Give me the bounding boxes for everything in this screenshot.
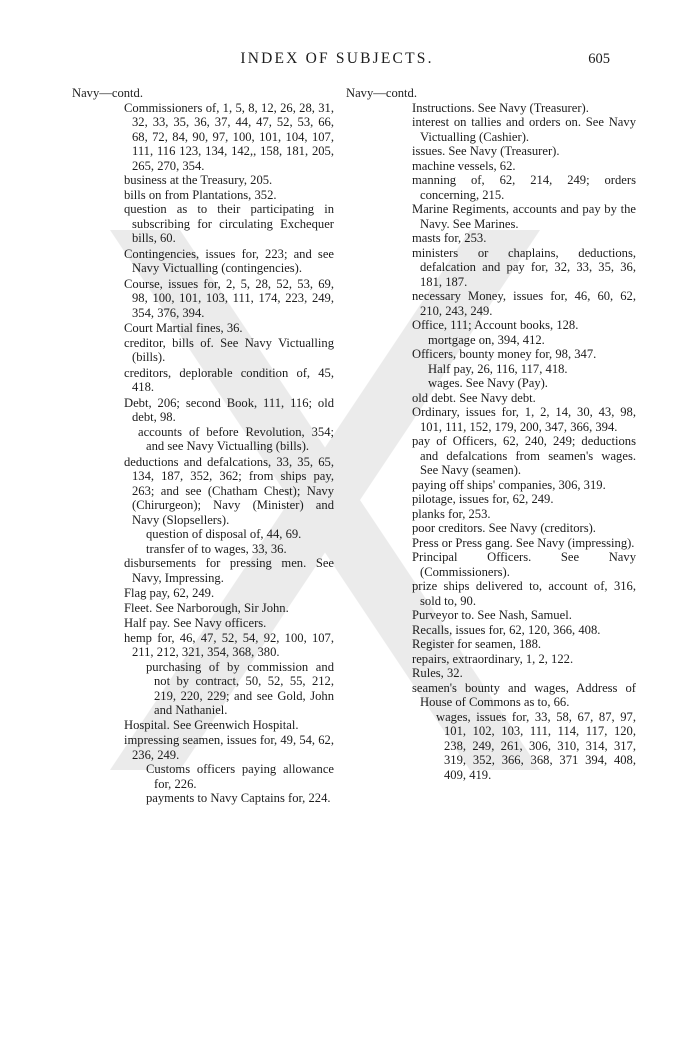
index-entry: masts for, 253.: [412, 231, 487, 245]
index-entry: Register for seamen, 188.: [412, 637, 542, 651]
index-entry: repairs, extraordinary, 1, 2, 122.: [412, 651, 574, 666]
index-entry: transfer of to wages, 33, 36.: [146, 541, 287, 556]
right-column-heading: Navy—contd.: [346, 86, 417, 100]
index-entry: Officers, bounty money for, 98, 347.: [412, 347, 597, 361]
index-entry: Principal Officers. See Navy (Commissioners).: [412, 550, 636, 579]
index-entry: Purveyor to. See Nash, Samuel.: [412, 608, 572, 622]
index-entry: disbursements for pressing men. See Navy, Impressing.: [124, 556, 334, 585]
index-entry: wages, issues for, 33, 58, 67, 87, 97, 101, 102, 103, 111, 114, 117, 120, 238, 249, 261, 306, 310, 314, 317, 319, 352, 366, 368, 371 394, 408, 409, 419.: [436, 709, 636, 782]
index-entry: mortgage on, 394, 412.: [428, 332, 545, 347]
left-column-heading: Navy—contd.: [72, 86, 143, 100]
index-entry: manning of, 62, 214, 249; orders concerning, 215.: [412, 173, 636, 202]
left-column: [72, 86, 334, 806]
index-entry: machine vessels, 62.: [412, 158, 516, 173]
index-entry: old debt. See Navy debt.: [412, 390, 536, 405]
index-entry: question of disposal of, 44, 69.: [146, 527, 302, 541]
index-entry: bills on from Plantations, 352.: [124, 187, 277, 202]
page-title: INDEX OF SUBJECTS.: [240, 50, 434, 67]
index-entry: wages. See Navy (Pay).: [428, 376, 548, 390]
index-entry: Contingencies, issues for, 223; and see Navy Victualling (contingencies).: [124, 246, 334, 275]
index-entry: business at the Treasury, 205.: [124, 173, 273, 187]
page-header: [0, 50, 674, 76]
index-entry: Marine Regiments, accounts and pay by the Navy. See Marines.: [412, 202, 636, 231]
index-entry: issues. See Navy (Treasurer).: [412, 144, 560, 158]
index-entry: poor creditors. See Navy (creditors).: [412, 521, 596, 535]
index-entry: question as to their participating in subscribing for circulating Exchequer bills, 60.: [124, 202, 334, 245]
index-entry: accounts of before Revolution, 354; and see Navy Victualling (bills).: [138, 424, 334, 453]
index-entry: necessary Money, issues for, 46, 60, 62, 210, 243, 249.: [412, 289, 636, 318]
right-entry-list: [346, 101, 636, 783]
index-entry: Debt, 206; second Book, 111, 116; old debt, 98.: [124, 395, 334, 424]
index-entry: creditor, bills of. See Navy Victualling (bills).: [124, 335, 334, 364]
index-entry: payments to Navy Captains for, 224.: [146, 791, 331, 805]
index-entry: interest on tallies and orders on. See Navy Victualling (Cashier).: [412, 115, 636, 144]
index-entry: purchasing of by commission and not by contract, 50, 52, 55, 212, 219, 220, 229; and see Gold, John and Nathaniel.: [146, 659, 334, 717]
index-entry: paying off ships' companies, 306, 319.: [412, 477, 606, 492]
index-entry: Office, 111; Account books, 128.: [412, 318, 579, 332]
index-entry: Court Martial fines, 36.: [124, 321, 243, 335]
index-entry: ministers or chaplains, deductions, defalcation and pay for, 32, 33, 35, 36, 181, 187.: [412, 245, 636, 289]
index-entry: Rules, 32.: [412, 666, 463, 680]
right-column: [346, 86, 636, 782]
index-entry: Half pay. See Navy officers.: [124, 616, 267, 630]
index-entry: Customs officers paying allowance for, 226.: [146, 762, 334, 791]
index-entry: Flag pay, 62, 249.: [124, 586, 215, 600]
index-entry: Instructions. See Navy (Treasurer).: [412, 100, 589, 115]
index-entry: hemp for, 46, 47, 52, 54, 92, 100, 107, 211, 212, 321, 354, 368, 380.: [124, 630, 334, 659]
index-entry: Commissioners of, 1, 5, 8, 12, 26, 28, 31, 32, 33, 35, 36, 37, 44, 47, 52, 53, 66, 68, 72, 84, 90, 97, 100, 101, 104, 107, 111, 116 123, 134, 142,, 158, 181, 205, 265, 270, 354.: [124, 100, 334, 173]
left-entry-list: [72, 101, 334, 806]
index-entry: creditors, deplorable condition of, 45, 418.: [124, 365, 334, 394]
index-entry: Recalls, issues for, 62, 120, 366, 408.: [412, 622, 601, 637]
index-entry: Press or Press gang. See Navy (impressing).: [412, 535, 635, 550]
index-entry: Course, issues for, 2, 5, 28, 52, 53, 69, 98, 100, 101, 103, 111, 174, 223, 249, 354, 376, 394.: [124, 276, 334, 320]
index-entry: Half pay, 26, 116, 117, 418.: [428, 361, 568, 376]
index-entry: Fleet. See Narborough, Sir John.: [124, 600, 289, 615]
index-entry: seamen's bounty and wages, Address of House of Commons as to, 66.: [412, 680, 636, 709]
page-number: 605: [588, 51, 610, 67]
index-entry: prize ships delivered to, account of, 316, sold to, 90.: [412, 579, 636, 608]
index-entry: impressing seamen, issues for, 49, 54, 62, 236, 249.: [124, 733, 334, 762]
index-entry: Hospital. See Greenwich Hospital.: [124, 717, 299, 732]
index-entry: Ordinary, issues for, 1, 2, 14, 30, 43, 98, 101, 111, 152, 179, 200, 347, 366, 394.: [412, 405, 636, 434]
index-entry: planks for, 253.: [412, 506, 491, 521]
index-entry: deductions and defalcations, 33, 35, 65, 134, 187, 352, 362; from ships pay, 263; and see (Chatham Chest); Navy (Chirurgeon); Navy (Minister) and Navy (Slopsellers).: [124, 454, 334, 527]
index-entry: pay of Officers, 62, 240, 249; deductions and defalcations from seamen's wages. See Navy (seamen).: [412, 434, 636, 477]
index-entry: pilotage, issues for, 62, 249.: [412, 492, 554, 506]
